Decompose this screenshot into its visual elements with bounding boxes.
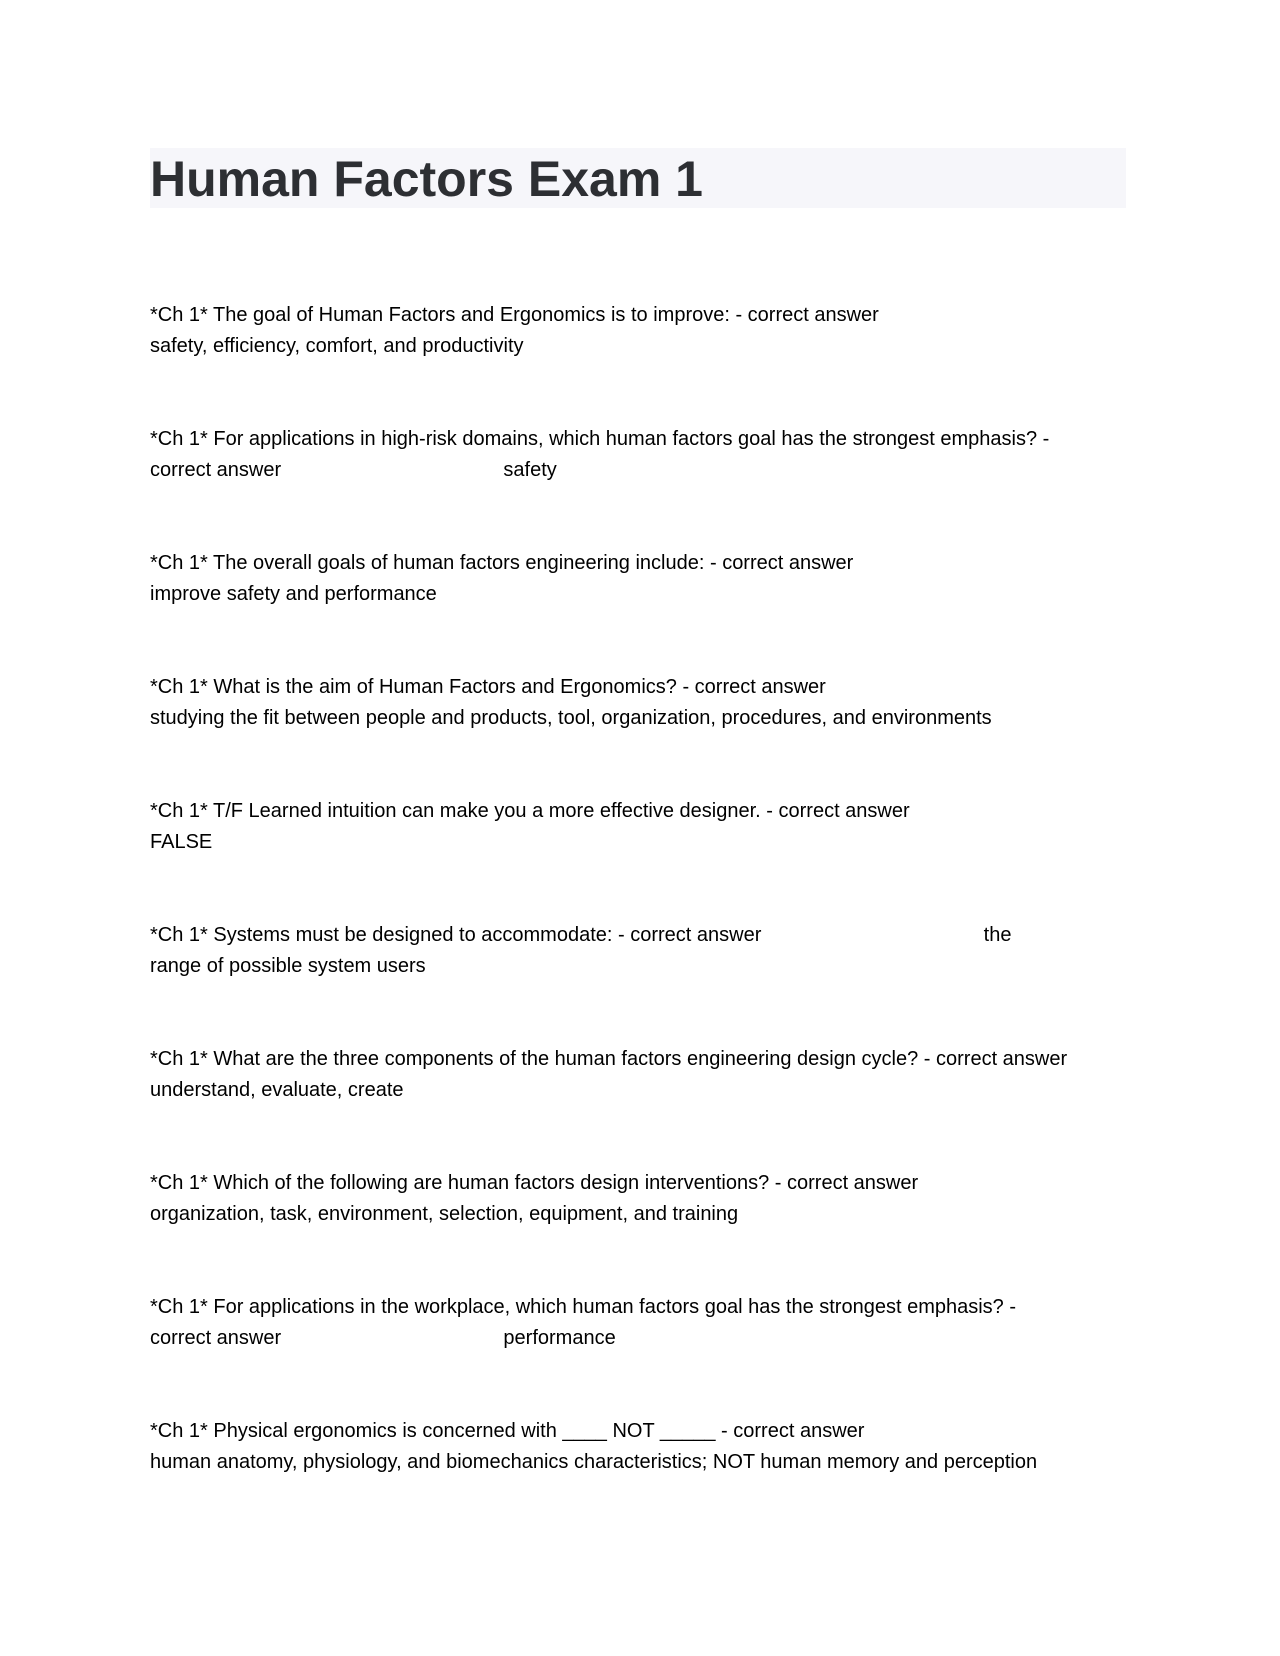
question-text: *Ch 1* For applications in the workplace, which human factors goal has the strongest emphasis? -	[150, 1296, 1017, 1318]
answer-text: improve safety and performance	[150, 583, 437, 605]
qa-item	[150, 1416, 1140, 1478]
qa-item	[150, 1168, 1140, 1230]
question-text: *Ch 1* T/F Learned intuition can make you a more effective designer. - correct answer	[150, 800, 910, 822]
qa-item	[150, 1292, 1140, 1354]
qa-item	[150, 796, 1140, 858]
qa-item	[150, 548, 1140, 610]
answer-text: organization, task, environment, selection, equipment, and training	[150, 1203, 739, 1225]
qa-item	[150, 424, 1140, 486]
question-text: *Ch 1* Which of the following are human factors design interventions? - correct answer	[150, 1172, 919, 1194]
answer-text: human anatomy, physiology, and biomechanics characteristics; NOT human memory and perception	[150, 1451, 1038, 1473]
question-text: *Ch 1* Physical ergonomics is concerned with ____ NOT _____ - correct answer	[150, 1420, 865, 1442]
question-text: *Ch 1* What is the aim of Human Factors and Ergonomics? - correct answer	[150, 676, 826, 698]
document-title: Human Factors Exam 1	[150, 151, 703, 207]
qa-item	[150, 672, 1140, 734]
answer-text: safety, efficiency, comfort, and productivity	[150, 335, 524, 357]
qa-item	[150, 300, 1140, 362]
answer-text: studying the fit between people and products, tool, organization, procedures, and environments	[150, 707, 992, 729]
answer-text: understand, evaluate, create	[150, 1079, 404, 1101]
answer-text: correct answer performance	[150, 1327, 616, 1349]
qa-item	[150, 1044, 1140, 1106]
question-text: *Ch 1* Systems must be designed to accommodate: - correct answer the	[150, 924, 1012, 946]
question-text: *Ch 1* The overall goals of human factors engineering include: - correct answer	[150, 552, 854, 574]
question-text: *Ch 1* The goal of Human Factors and Ergonomics is to improve: - correct answer	[150, 304, 879, 326]
question-text: *Ch 1* What are the three components of the human factors engineering design cycle? - correct answer	[150, 1048, 1068, 1070]
answer-text: correct answer safety	[150, 459, 557, 481]
question-text: *Ch 1* For applications in high-risk domains, which human factors goal has the strongest emphasis? -	[150, 428, 1050, 450]
answer-text: range of possible system users	[150, 955, 426, 977]
qa-item	[150, 920, 1140, 982]
answer-text: FALSE	[150, 831, 213, 853]
